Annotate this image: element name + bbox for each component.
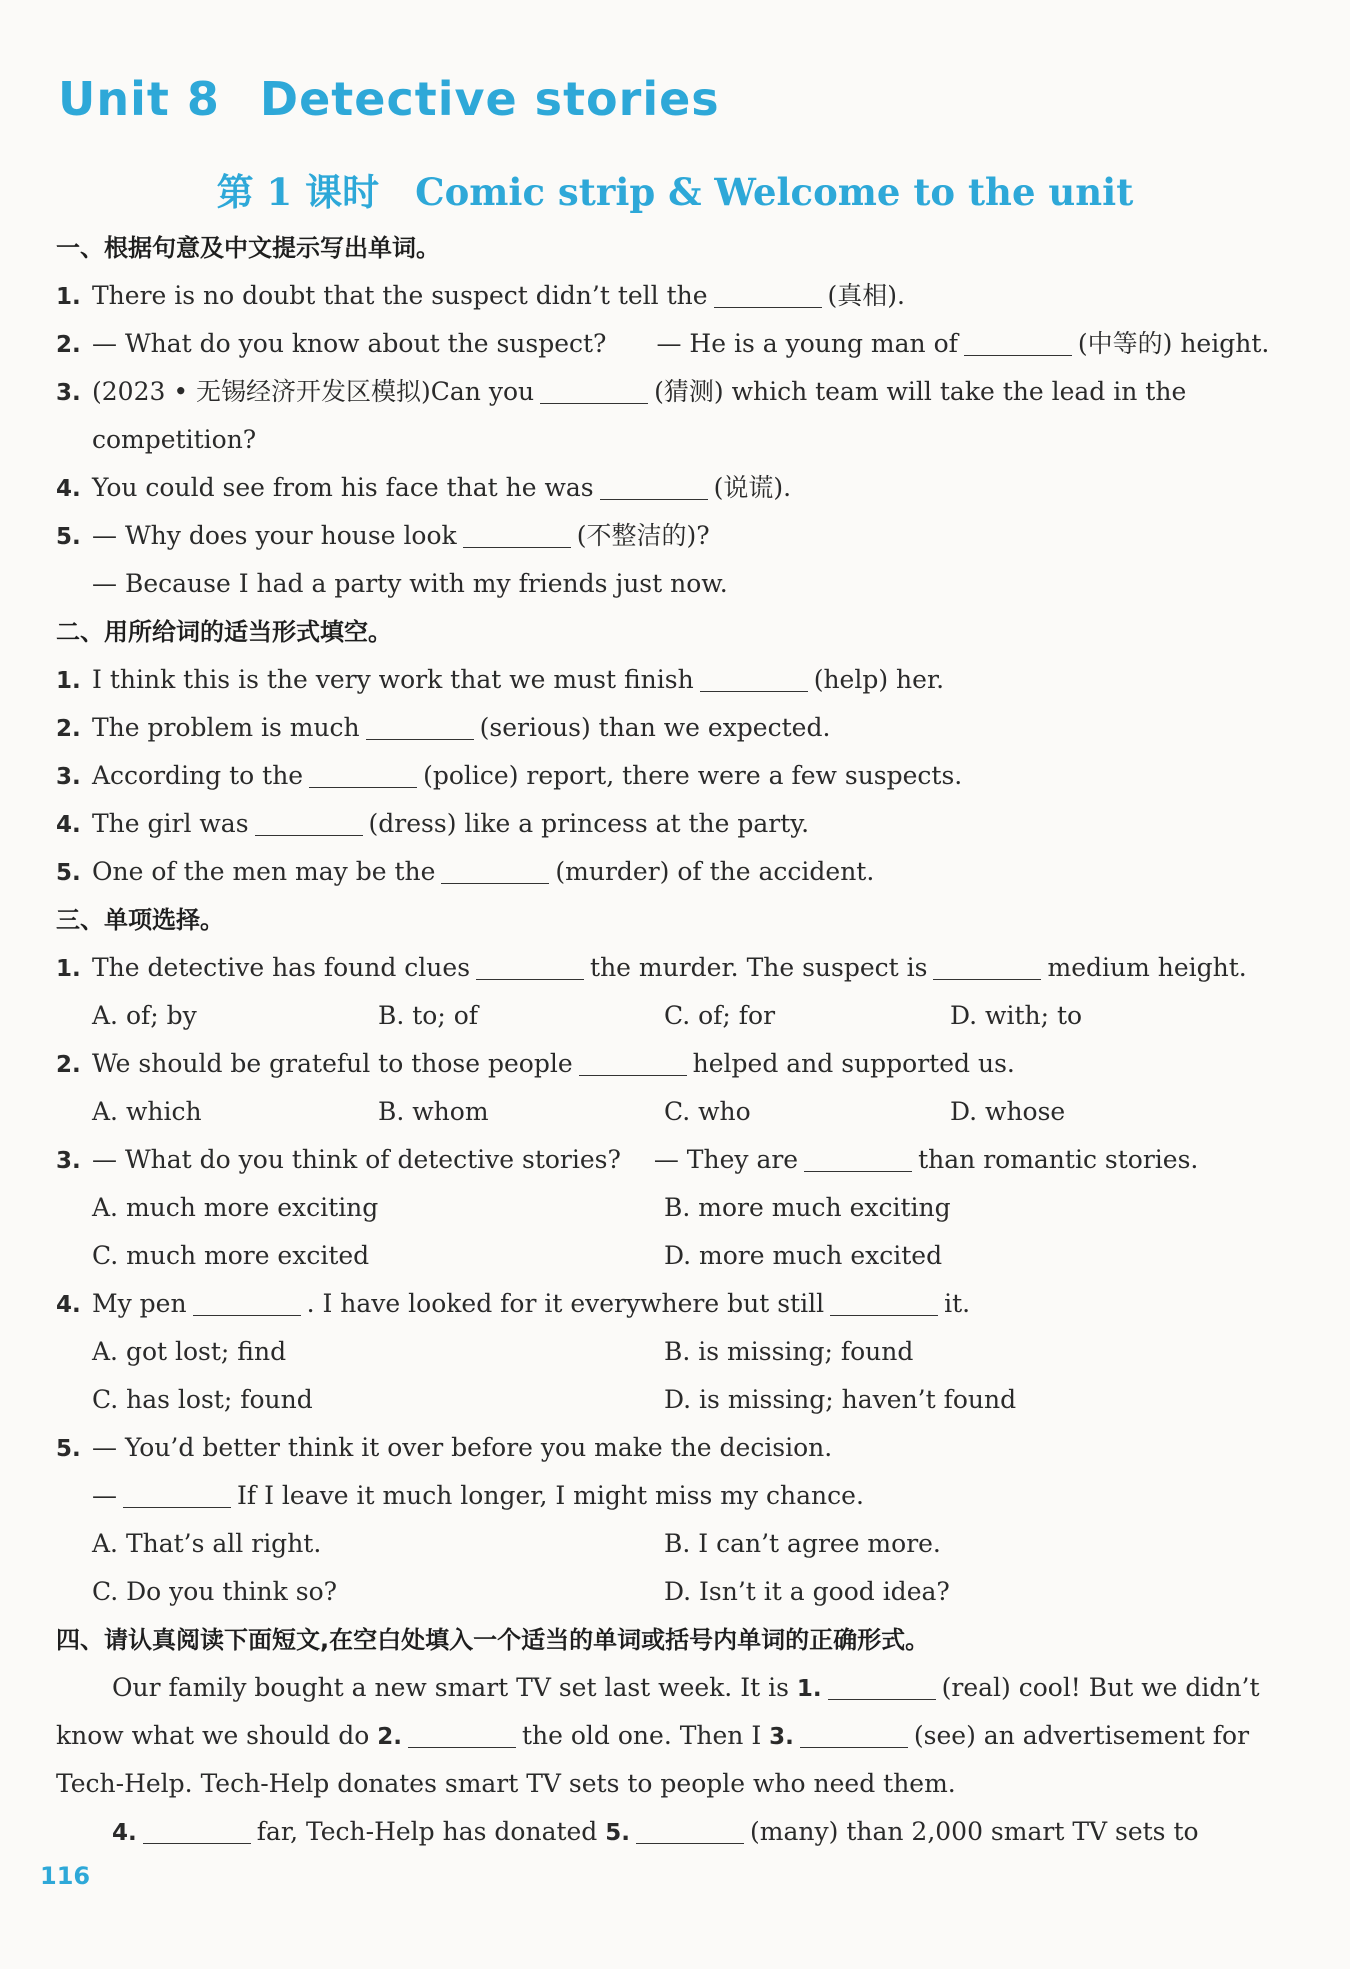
passage-line-1 [56,1664,1310,1712]
option-b[interactable]: B. is missing; found [664,1337,914,1366]
answer-blank[interactable] [309,757,417,788]
question-hint: (真相). [827,281,906,310]
option-a[interactable]: A. which [92,1097,202,1126]
question-text: The problem is much [92,713,360,742]
option-b[interactable]: B. whom [378,1097,489,1126]
blank-number: 3. [769,1724,794,1750]
question-hint: (说谎). [713,473,792,502]
option-b[interactable]: B. I can’t agree more. [664,1529,941,1558]
answer-blank[interactable] [804,1141,912,1172]
question-1-3-continued: competition? [92,425,257,454]
question-number: 5. [56,524,81,550]
blank-number: 2. [377,1724,402,1750]
question-number: 3. [56,764,81,790]
question-text: — What do you think of detective stories? — They are [92,1145,799,1174]
question-text: I think this is the very work that we must finish [92,665,694,694]
option-a[interactable]: A. of; by [92,1001,197,1030]
option-c[interactable]: C. who [664,1097,751,1126]
question-3-5 [56,1424,1310,1472]
question-text: If I leave it much longer, I might miss my chance. [237,1481,864,1510]
question-3-4 [56,1280,1310,1328]
option-d[interactable]: D. is missing; haven’t found [664,1385,1017,1414]
question-2-5 [56,848,1310,896]
answer-blank[interactable] [476,949,584,980]
answer-blank[interactable] [540,373,648,404]
passage-text: the old one. Then I [521,1721,762,1750]
question-text: helped and supported us. [692,1049,1015,1078]
question-hint: (猜测) which team will take the lead in the [654,377,1187,406]
section-heading-4: 四、请认真阅读下面短文,在空白处填入一个适当的单词或括号内单词的正确形式。 [56,1626,930,1654]
options-3-5-row2 [56,1568,1310,1616]
answer-blank[interactable] [441,853,549,884]
unit-label: Unit 8 [58,72,220,126]
question-number: 4. [56,476,81,502]
option-c[interactable]: C. Do you think so? [92,1577,338,1606]
answer-blank[interactable] [830,1285,938,1316]
option-c[interactable]: C. of; for [664,1001,776,1030]
question-text: According to the [92,761,304,790]
answer-blank[interactable] [143,1813,251,1844]
options-3-4-row2 [56,1376,1310,1424]
blank-number: 5. [605,1820,631,1846]
option-a[interactable]: A. That’s all right. [92,1529,322,1558]
question-number: 5. [56,860,81,886]
dash: — [92,1481,117,1510]
options-3-3-row1 [56,1184,1310,1232]
lesson-name: Comic strip & Welcome to the unit [415,170,1134,214]
question-3-5-reply [56,1472,1310,1520]
question-hint: (police) report, there were a few suspects. [423,761,963,790]
question-1-3 [56,368,1310,416]
answer-blank[interactable] [714,277,822,308]
question-text: There is no doubt that the suspect didn’t tell the [92,281,708,310]
question-number: 2. [56,1052,81,1078]
option-b[interactable]: B. more much exciting [664,1193,951,1222]
question-number: 3. [56,380,81,406]
question-number: 1. [56,668,81,694]
question-2-3 [56,752,1310,800]
lesson-title [0,162,1350,216]
question-hint: (help) her. [813,665,945,694]
question-hint: (不整洁的)? [576,521,710,550]
options-3-4-row1 [56,1328,1310,1376]
page-number: 116 [40,1862,91,1890]
question-number: 2. [56,332,81,358]
passage-line-3: Tech-Help. Tech-Help donates smart TV sets to people who need them. [56,1769,956,1798]
option-d[interactable]: D. with; to [950,1001,1083,1030]
answer-blank[interactable] [123,1477,231,1508]
question-number: 3. [56,1148,81,1174]
question-hint: (murder) of the accident. [555,857,875,886]
question-text: (2023 • 无锡经济开发区模拟)Can you [92,377,535,406]
section-heading-2: 二、用所给词的适当形式填空。 [56,618,392,646]
option-a[interactable]: A. much more exciting [92,1193,379,1222]
unit-name: Detective stories [259,72,720,126]
passage-text: (real) cool! But we didn’t [941,1673,1260,1702]
section-heading-3: 三、单项选择。 [56,906,224,934]
passage-text: Our family bought a new smart TV set last week. It is [112,1673,789,1702]
passage-text: far, Tech-Help has donated [256,1817,598,1846]
answer-blank[interactable] [828,1669,936,1700]
option-b[interactable]: B. to; of [378,1001,479,1030]
answer-blank[interactable] [964,325,1072,356]
passage-line-2 [56,1712,1310,1760]
question-number: 1. [56,956,81,982]
answer-blank[interactable] [600,469,708,500]
section-heading-1: 一、根据句意及中文提示写出单词。 [56,234,440,262]
question-2-1 [56,656,1310,704]
option-c[interactable]: C. much more excited [92,1241,370,1270]
question-3-2 [56,1040,1310,1088]
question-hint: (serious) than we expected. [479,713,831,742]
question-text: — You’d better think it over before you make the decision. [92,1433,833,1462]
lesson-label: 第 1 课时 [216,170,380,214]
question-text: — What do you know about the suspect? — He is a young man of [92,329,958,358]
question-hint: (中等的) height. [1077,329,1270,358]
answer-blank[interactable] [408,1717,516,1748]
question-1-5-reply: — Because I had a party with my friends just now. [92,569,728,598]
question-1-5 [56,512,1310,560]
blank-number: 1. [796,1676,822,1702]
question-2-4 [56,800,1310,848]
passage-text: (many) than 2,000 smart TV sets to [750,1817,1199,1846]
options-3-3-row2 [56,1232,1310,1280]
options-3-5-row1 [56,1520,1310,1568]
options-3-2 [56,1088,1310,1136]
question-number: 5. [56,1436,81,1462]
question-text: The detective has found clues [92,953,471,982]
question-text: My pen [92,1289,187,1318]
answer-blank[interactable] [933,949,1041,980]
question-text: the murder. The suspect is [590,953,928,982]
question-3-1 [56,944,1310,992]
answer-blank[interactable] [636,1813,744,1844]
option-d[interactable]: D. more much excited [664,1241,943,1270]
passage-text: (see) an advertisement for [913,1721,1250,1750]
option-d[interactable]: D. whose [950,1097,1066,1126]
question-text: We should be grateful to those people [92,1049,573,1078]
passage-line-4 [56,1808,1310,1856]
answer-blank[interactable] [800,1717,908,1748]
question-number: 1. [56,284,81,310]
answer-blank[interactable] [579,1045,687,1076]
question-text: You could see from his face that he was [92,473,594,502]
question-number: 2. [56,716,81,742]
question-text: One of the men may be the [92,857,436,886]
unit-title [58,72,720,126]
question-2-2 [56,704,1310,752]
answer-blank[interactable] [366,709,474,740]
passage-text: know what we should do [56,1721,370,1750]
option-d[interactable]: D. Isn’t it a good idea? [664,1577,950,1606]
answer-blank[interactable] [700,661,808,692]
question-1-2 [56,320,1310,368]
question-text: . I have looked for it everywhere but still [306,1289,825,1318]
question-number: 4. [56,812,81,838]
answer-blank[interactable] [463,517,571,548]
blank-number: 4. [112,1820,137,1846]
question-hint: (dress) like a princess at the party. [368,809,810,838]
question-number: 4. [56,1292,81,1318]
answer-blank[interactable] [255,805,363,836]
options-3-1 [56,992,1310,1040]
question-1-4 [56,464,1310,512]
question-3-3 [56,1136,1310,1184]
question-text: than romantic stories. [918,1145,1199,1174]
option-a[interactable]: A. got lost; find [92,1337,287,1366]
question-text: — Why does your house look [92,521,457,550]
answer-blank[interactable] [193,1285,301,1316]
question-text: medium height. [1047,953,1247,982]
option-c[interactable]: C. has lost; found [92,1385,313,1414]
question-text: it. [944,1289,971,1318]
question-text: The girl was [92,809,249,838]
question-1-1 [56,272,1310,320]
